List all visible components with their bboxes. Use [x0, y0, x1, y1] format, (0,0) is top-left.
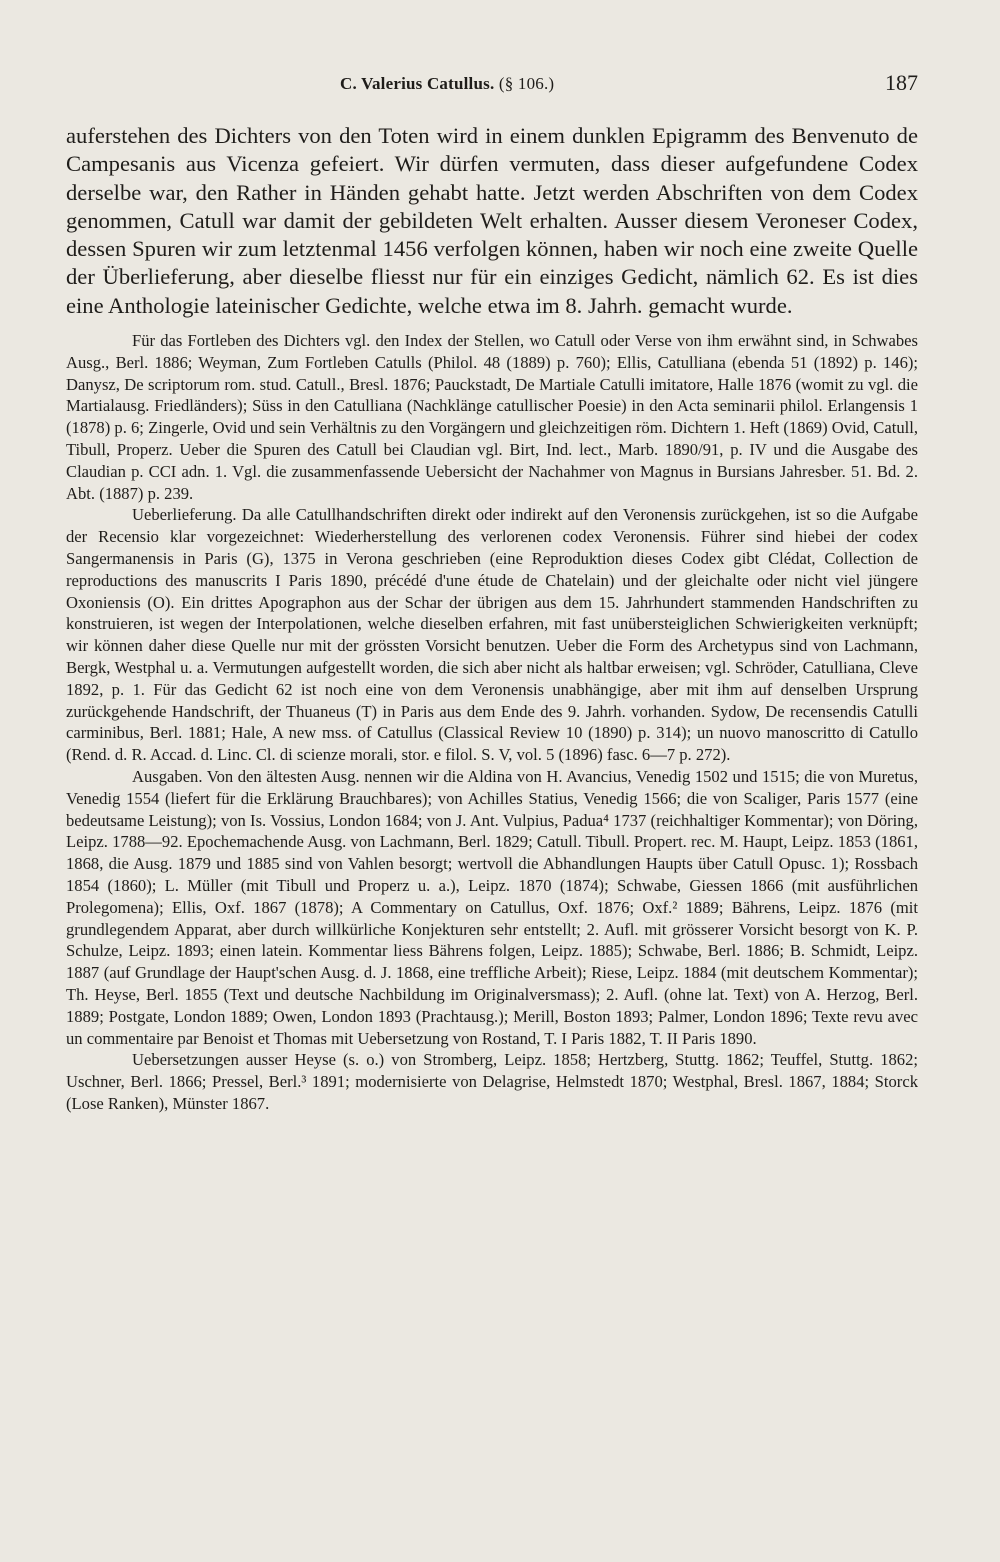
- note-uebersetzungen: Uebersetzungen ausser Heyse (s. o.) von Stromberg, Leipz. 1858; Hertzberg, Stuttg. 1862; Teuffel, Stuttg. 1862; Uschner, Berl. 1866; Pressel, Berl.³ 1891; modernisierte von Delagrise, Helmstedt 1870; Westphal, Bresl. 1867, 1884; Storck (Lose Ranken), Münster 1867.: [66, 1050, 918, 1113]
- note-fortleben: Für das Fortleben des Dichters vgl. den Index der Stellen, wo Catull oder Verse von ihm erwähnt sind, in Schwabes Ausg., Berl. 1886; Weyman, Zum Fortleben Catulls (Philol. 48 (1889) p. 760); Ellis, Catulliana (ebenda 51 (1892) p. 146); Danysz, De scriptorum rom. stud. Catull., Bresl. 1876; Pauckstadt, De Martiale Catulli imitatore, Halle 1876 (womit zu vgl. die Martialausg. Friedländers); Süss in den Catulliana (Nachklänge catullischer Poesie) in den Acta seminarii philol. Erlangensis 1 (1878) p. 6; Zingerle, Ovid und sein Verhältnis zu den Vorgängern und gleichzeitigen röm. Dichtern 1. Heft (1869) Ovid, Catull, Tibull, Properz. Ueber die Spuren des Catull bei Claudian vgl. Birt, Ind. lect., Marb. 1890/91, p. IV und die Ausgabe des Claudian p. CCI adn. 1. Vgl. die zusammenfassende Uebersicht der Nachahmer von Magnus in Bursians Jahresber. 51. Bd. 2. Abt. (1887) p. 239.: [66, 331, 918, 503]
- note-ueberlieferung: Ueberlieferung. Da alle Catullhandschriften direkt oder indirekt auf den Veronensis zurückgehen, ist so die Aufgabe der Recensio klar vorgezeichnet: Wiederherstellung des verlorenen codex Veronensis. Führer sind hiebei der codex Sangermanensis in Paris (G), 1375 in Verona geschrieben (eine Reproduktion dieses Codex gibt Clédat, Collection de reproductions des manuscrits I Paris 1890, précédé d'une étude de Chatelain) und der gleichalte oder nicht viel jüngere Oxoniensis (O). Ein drittes Apographon aus der Schar der übrigen aus dem 15. Jahrhundert stammenden Handschriften zu konstruieren, ist wegen der Interpolationen, welche dieselben erfahren, mit fast unübersteiglichen Schwierigkeiten verknüpft; wir können daher diese Quelle nur mit der grössten Vorsicht benutzen. Ueber die Form des Archetypus sind von Lachmann, Bergk, Westphal u. a. Vermutungen aufgestellt worden, die sich aber nicht als haltbar erweisen; vgl. Schröder, Catulliana, Cleve 1892, p. 1. Für das Gedicht 62 ist noch eine von dem Veronensis unabhängige, aber mit ihm auf denselben Ursprung zurückgehende Handschrift, der Thuaneus (T) in Paris aus dem Ende des 9. Jahrh. vorhanden. Sydow, De recensendis Catulli carminibus, Berl. 1881; Hale, A new mss. of Catullus (Classical Review 10 (1890) p. 314); un nuovo manoscritto di Catullo (Rend. d. R. Accad. d. Linc. Cl. di scienze morali, stor. e filol. S. V, vol. 5 (1896) fasc. 6—7 p. 272).: [66, 505, 918, 765]
- running-title-name: C. Valerius Catullus.: [340, 74, 495, 93]
- main-paragraph: auferstehen des Dichters von den Toten wird in einem dunklen Epigramm des Benvenuto de Campesanis aus Vicenza gefeiert. Wir dürfen vermuten, dass dieser aufgefundene Codex derselbe war, den Rather in Händen gehabt hatte. Jetzt werden Abschriften von dem Codex genommen, Catull war damit der gebildeten Welt erhalten. Ausser diesem Veroneser Codex, dessen Spuren wir zum letztenmal 1456 verfolgen können, haben wir noch eine zweite Quelle der Überlieferung, aber dieselbe fliesst nur für ein einziges Gedicht, nämlich 62. Es ist dies eine Anthologie lateinischer Gedichte, welche etwa im 8. Jahrh. gemacht wurde.: [66, 123, 918, 318]
- page-header: [66, 70, 918, 104]
- page-number: 187: [885, 70, 918, 95]
- note-ausgaben: Ausgaben. Von den ältesten Ausg. nennen wir die Aldina von H. Avancius, Venedig 1502 und 1515; die von Muretus, Venedig 1554 (liefert für die Erklärung Brauchbares); von Achilles Statius, Venedig 1566; die von Scaliger, Paris 1577 (eine bedeutsame Leistung); von Is. Vossius, London 1684; von J. Ant. Vulpius, Padua⁴ 1737 (reichhaltiger Kommentar); von Döring, Leipz. 1788—92. Epochemachende Ausg. von Lachmann, Berl. 1829; Catull. Tibull. Propert. rec. M. Haupt, Leipz. 1853 (1861, 1868, die Ausg. 1879 und 1885 sind von Vahlen besorgt; wertvoll die Abhandlungen Haupts über Catull Opusc. 1); Rossbach 1854 (1860); L. Müller (mit Tibull und Properz u. a.), Leipz. 1870 (1874); Schwabe, Giessen 1866 (mit ausführlichen Prolegomena); Ellis, Oxf. 1867 (1878); A Commentary on Catullus, Oxf. 1876; Oxf.² 1889; Bährens, Leipz. 1876 (mit grundlegendem Apparat, aber durch willkürliche Konjekturen sehr entstellt; 2. Aufl. mit grösserer Vorsicht besorgt von K. P. Schulze, Leipz. 1893; einen latein. Kommentar liess Bährens folgen, Leipz. 1885); Schwabe, Berl. 1886; B. Schmidt, Leipz. 1887 (auf Grundlage der Haupt'schen Ausg. d. J. 1868, eine treffliche Arbeit); Riese, Leipz. 1884 (mit deutschem Kommentar); Th. Heyse, Berl. 1855 (Text und deutsche Nachbildung im Originalversmass); 2. Aufl. (ohne lat. Text) von A. Herzog, Berl. 1889; Postgate, London 1889; Owen, London 1893 (Prachtausg.); Merill, Boston 1893; Palmer, London 1896; Texte revu avec un commentaire par Benoist et Thomas mit Uebersetzung von Rostand, T. I Paris 1882, T. II Paris 1890.: [66, 767, 918, 1048]
- running-title: [340, 74, 554, 94]
- running-title-section: (§ 106.): [498, 74, 555, 93]
- notes-section: [66, 330, 918, 1115]
